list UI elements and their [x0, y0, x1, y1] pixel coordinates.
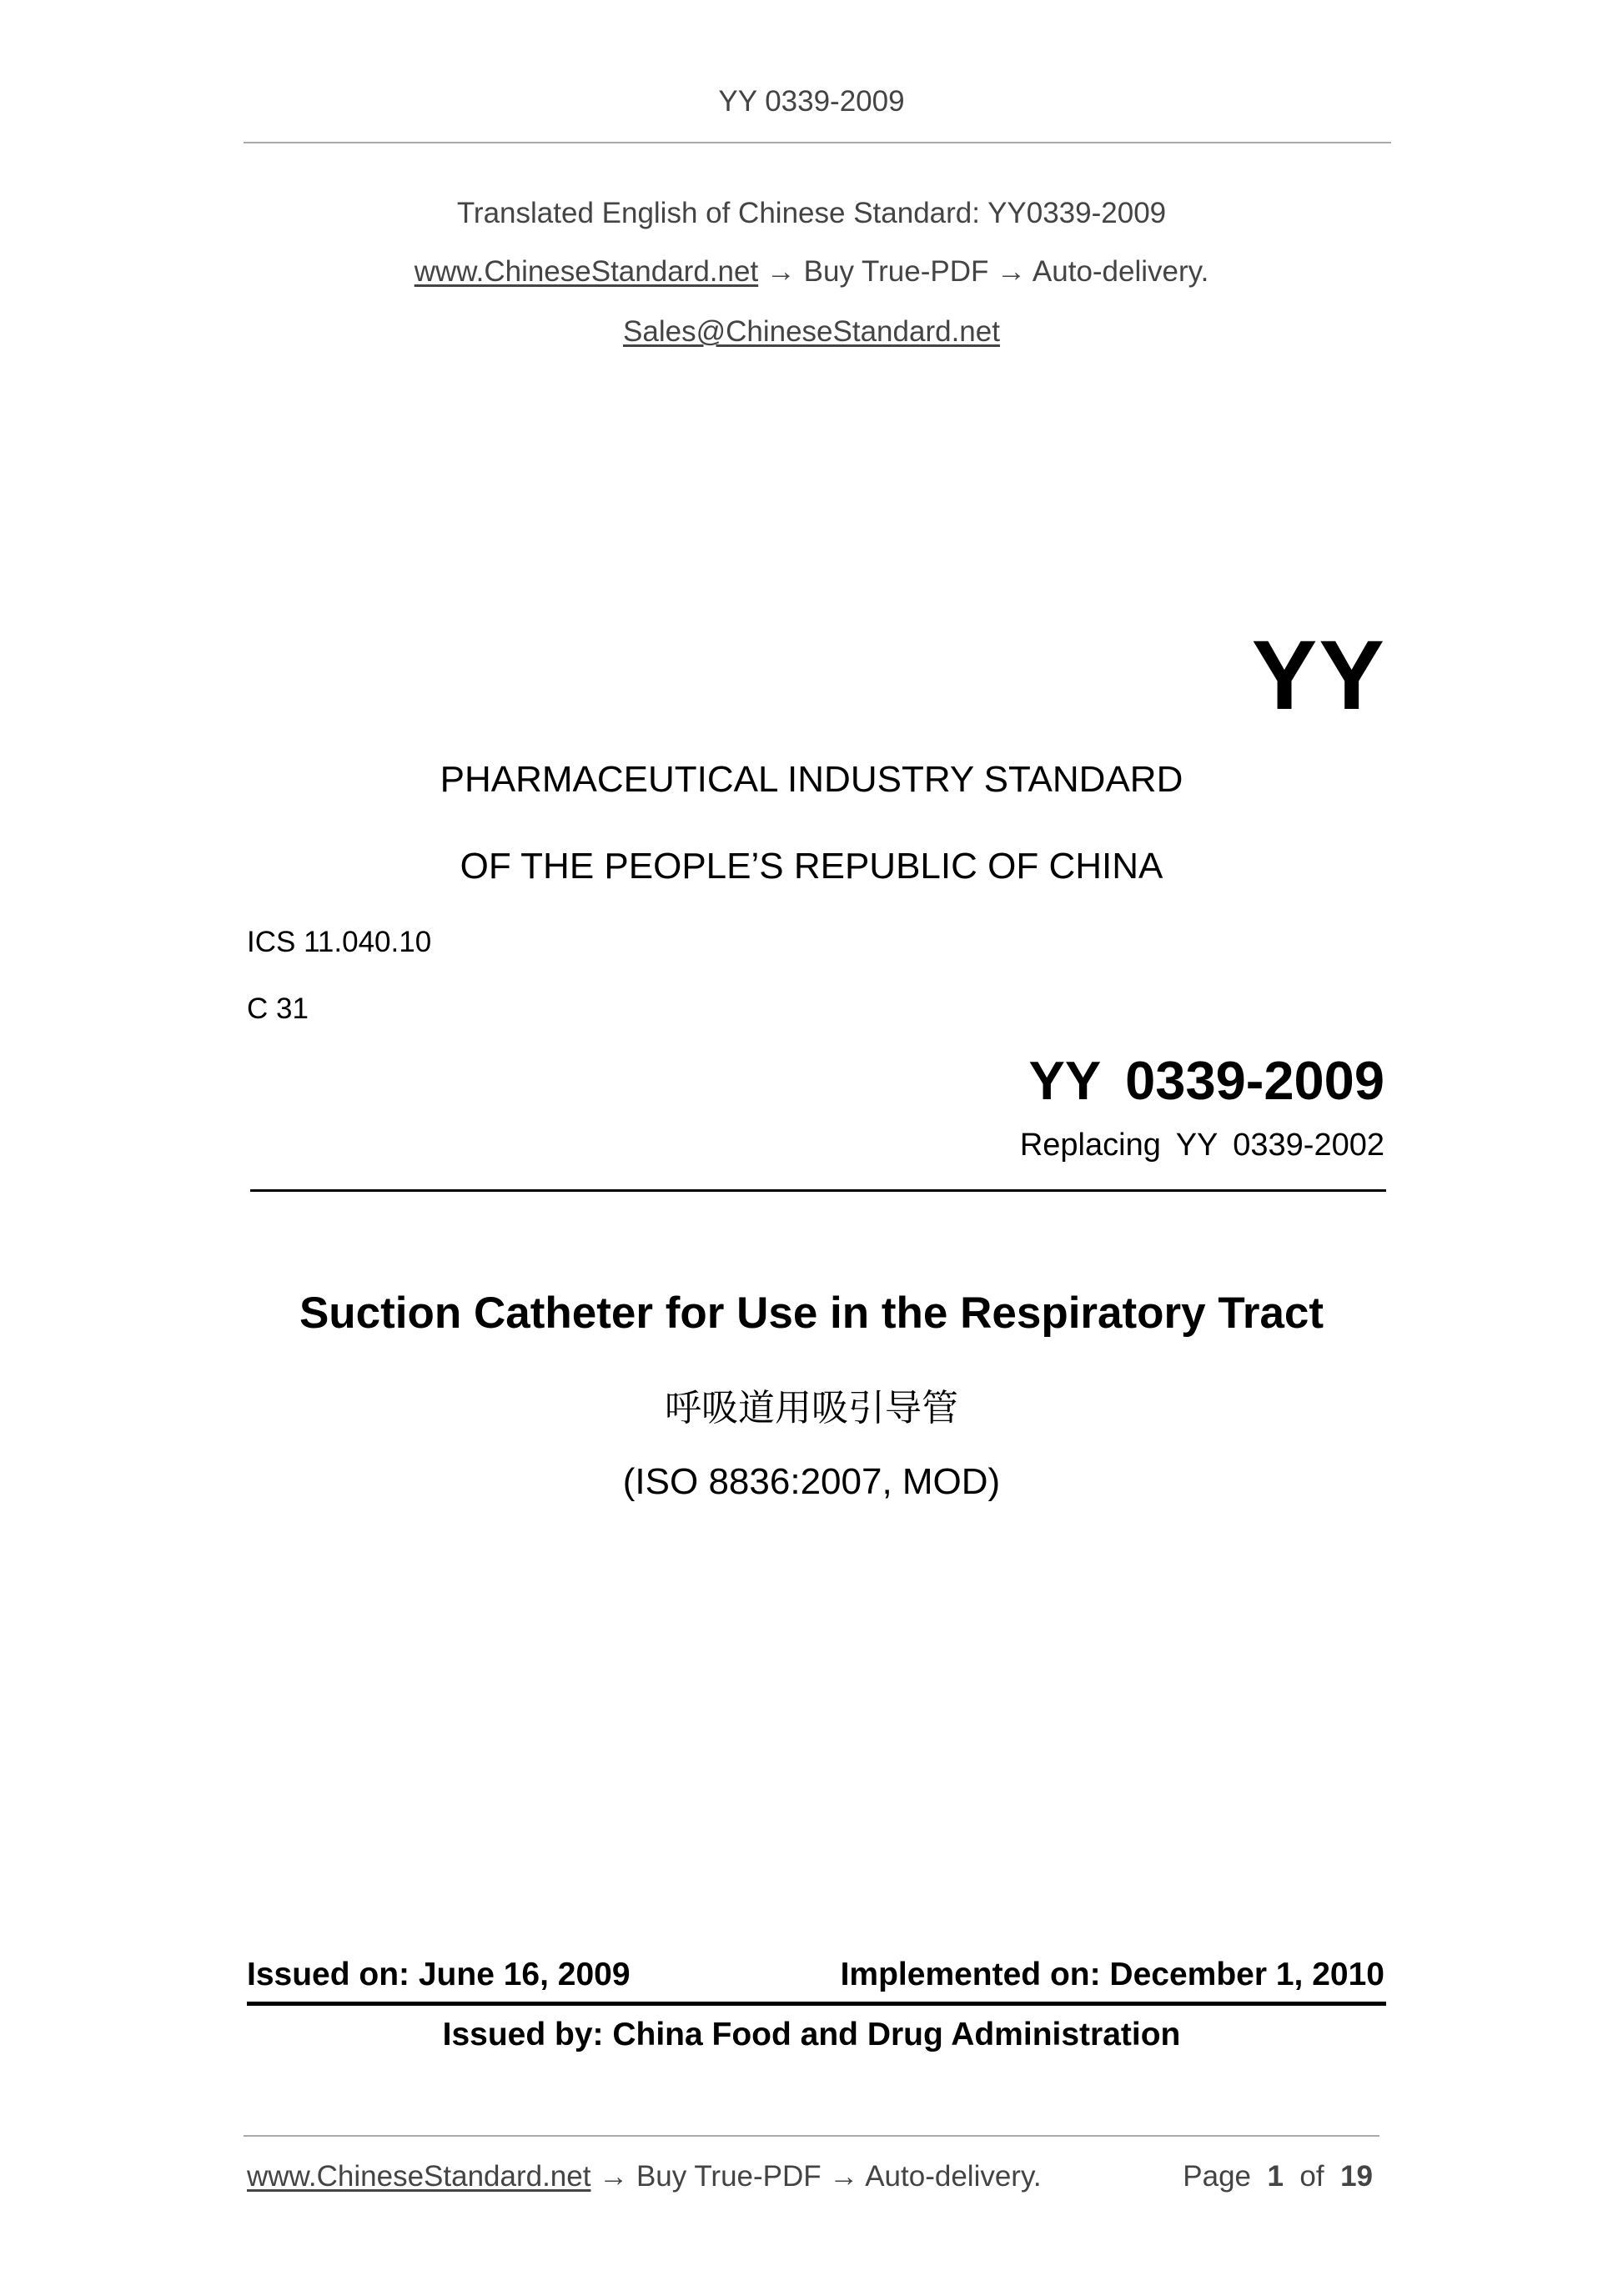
header-divider: [244, 142, 1391, 143]
footer-website-link[interactable]: www.ChineseStandard.net: [247, 2160, 591, 2193]
issued-on-date: Issued on: June 16, 2009: [247, 1957, 631, 1992]
running-header: YY 0339-2009: [718, 85, 905, 118]
implemented-on-date: Implemented on: December 1, 2010: [840, 1957, 1384, 1992]
website-link[interactable]: www.ChineseStandard.net: [414, 255, 759, 288]
iso-reference: (ISO 8836:2007, MOD): [622, 1461, 1001, 1502]
standard-type-line1: PHARMACEUTICAL INDUSTRY STANDARD: [440, 759, 1183, 800]
page-total: 19: [1340, 2160, 1373, 2193]
footer-buy-line: [247, 2160, 1042, 2193]
standard-type-line2: OF THE PEOPLE’S REPUBLIC OF CHINA: [460, 846, 1163, 887]
sales-email-link[interactable]: Sales@ChineseStandard.net: [623, 315, 1000, 348]
standard-mark: YY: [1251, 620, 1386, 731]
sales-email-line: [0, 315, 1623, 349]
document-title-english: Suction Catheter for Use in the Respiratory Tract: [299, 1289, 1324, 1338]
issuing-authority: Issued by: China Food and Drug Administration: [442, 2017, 1181, 2052]
issue-divider: [247, 2002, 1386, 2006]
buy-pdf-line: [0, 255, 1623, 289]
arrow-right-icon: →: [829, 2160, 859, 2193]
replacing-standard: Replacing YY 0339-2002: [1019, 1128, 1384, 1163]
arrow-right-icon: →: [766, 255, 796, 288]
translated-standard-line: Translated English of Chinese Standard: YY0339-2009: [456, 197, 1167, 229]
document-title-chinese: 呼吸道用吸引导管: [665, 1388, 958, 1429]
footer-divider: [244, 2135, 1379, 2137]
page-indicator: [1183, 2160, 1373, 2193]
auto-delivery-label: Auto-delivery.: [1032, 255, 1209, 288]
buy-true-pdf-label: Buy True-PDF: [803, 255, 989, 288]
title-divider: [250, 1189, 1386, 1192]
classification-code: C 31: [247, 992, 309, 1025]
arrow-right-icon: →: [599, 2160, 629, 2193]
arrow-right-icon: →: [997, 255, 1027, 288]
footer-auto-delivery-label: Auto-delivery.: [865, 2160, 1042, 2193]
footer-buy-true-pdf-label: Buy True-PDF: [636, 2160, 822, 2193]
standard-number: YY 0339-2009: [1028, 1050, 1384, 1111]
page-label: Page: [1183, 2160, 1252, 2193]
page-number: 1: [1267, 2160, 1284, 2193]
of-label: of: [1299, 2160, 1324, 2193]
ics-code: ICS 11.040.10: [247, 926, 432, 958]
